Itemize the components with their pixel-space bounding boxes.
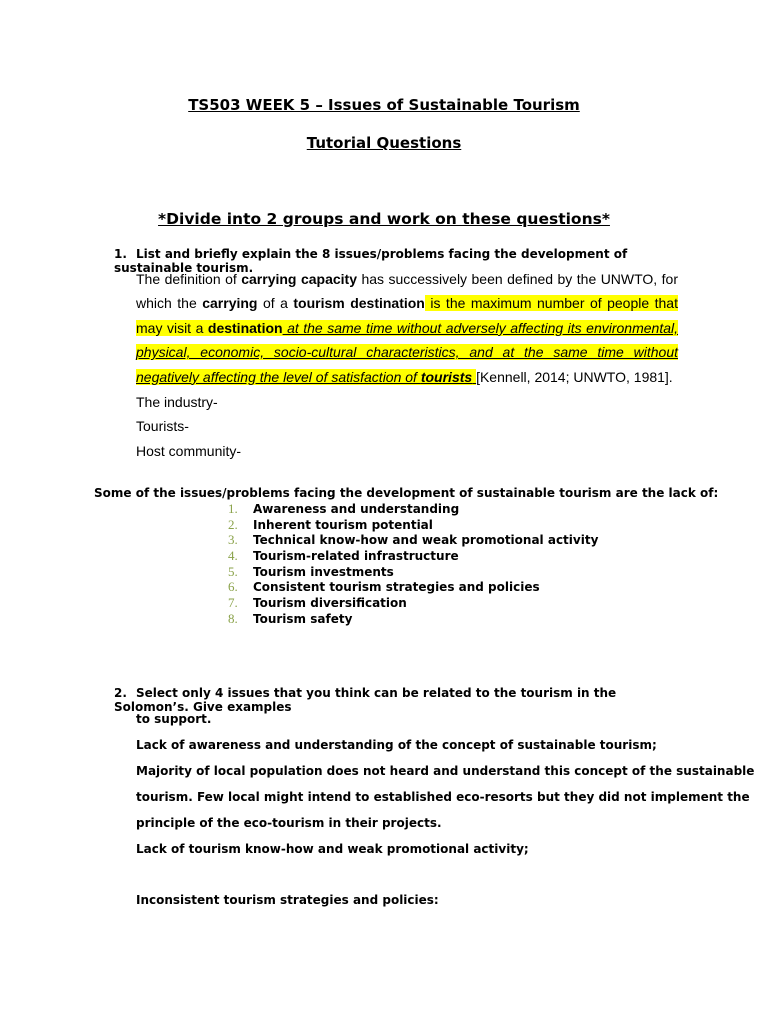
list-label: Technical know-how and weak promotional activity [253, 533, 599, 548]
list-number: 8. [228, 610, 238, 626]
list-number: 7. [228, 595, 238, 611]
question-2-text-cont: to support. [136, 712, 212, 726]
list-number: 2. [228, 516, 238, 532]
answer-bold: tourism destination [293, 295, 425, 312]
list-label: Tourism safety [253, 611, 353, 626]
answer-heading-awareness: Lack of awareness and understanding of the concept of sustainable tourism; [136, 738, 657, 752]
issues-list [228, 501, 598, 627]
list-label: Consistent tourism strategies and policies [253, 580, 540, 595]
industry-label: The industry- [136, 394, 218, 410]
answer-citation: [Kennell, 2014; UNWTO, 1981]. [476, 368, 673, 385]
list-number: 3. [228, 532, 238, 548]
list-item [228, 501, 598, 517]
answer-heading-strategies: Inconsistent tourism strategies and policies: [136, 893, 439, 907]
answer-bold: carrying capacity [241, 271, 357, 287]
question-1-text: List and briefly explain the 8 issues/problems facing the development of sustainable tourism. [114, 247, 628, 275]
question-1-number: 1. [114, 247, 127, 261]
list-label: Tourism-related infrastructure [253, 549, 459, 564]
answer-highlight-bold: destination [207, 319, 283, 336]
question-2 [114, 686, 694, 714]
list-item [228, 579, 598, 595]
answer-highlight-bold-italic: tourists [420, 368, 473, 385]
list-number: 5. [228, 563, 238, 579]
answer-line: tourism. Few local might intend to established eco-resorts but they did not implement the [136, 790, 750, 804]
list-item [228, 532, 598, 548]
question-2-number: 2. [114, 686, 127, 700]
answer-line: principle of the eco-tourism in their projects. [136, 816, 442, 830]
list-item [228, 517, 598, 533]
list-label: Tourism investments [253, 564, 394, 579]
list-number: 4. [228, 548, 238, 564]
answer-text: The definition of [136, 271, 242, 287]
list-label: Awareness and understanding [253, 502, 460, 516]
answer-highlight-italic: at the same time without adversely affecting its environmental, physical, economic, socio-cultural characteristics, and at the same time without negatively affecting the level of satisfaction of [136, 319, 679, 385]
group-instruction: *Divide into 2 groups and work on these questions* [158, 210, 610, 228]
question-2-text: Select only 4 issues that you think can be related to the tourism in the Solomon’s. Give examples [114, 686, 617, 714]
list-number: 6. [228, 579, 238, 595]
answer-text: of a [257, 295, 294, 312]
answer-text: has successively been defined by the UNWTO, for which the [136, 271, 678, 312]
list-item [228, 595, 598, 611]
answer-line: Majority of local population does not heard and understand this concept of the sustainable [136, 764, 755, 778]
list-label: Tourism diversification [253, 596, 407, 611]
list-item [228, 611, 598, 627]
tourists-label: Tourists- [136, 418, 189, 434]
list-item [228, 564, 598, 580]
document-subtitle: Tutorial Questions [306, 134, 462, 152]
answer-bold: carrying [202, 295, 258, 312]
list-label: Inherent tourism potential [253, 517, 433, 532]
carrying-capacity-answer [136, 267, 678, 389]
answer-heading-know-how: Lack of tourism know-how and weak promotional activity; [136, 842, 529, 856]
answer-highlight: is the maximum number of people that may visit a [136, 295, 678, 336]
list-number: 1. [228, 501, 238, 516]
host-community-label: Host community- [136, 443, 242, 459]
issues-intro: Some of the issues/problems facing the development of sustainable tourism are the lack of: [94, 486, 719, 500]
list-item [228, 548, 598, 564]
document-title: TS503 WEEK 5 – Issues of Sustainable Tourism [188, 96, 580, 114]
